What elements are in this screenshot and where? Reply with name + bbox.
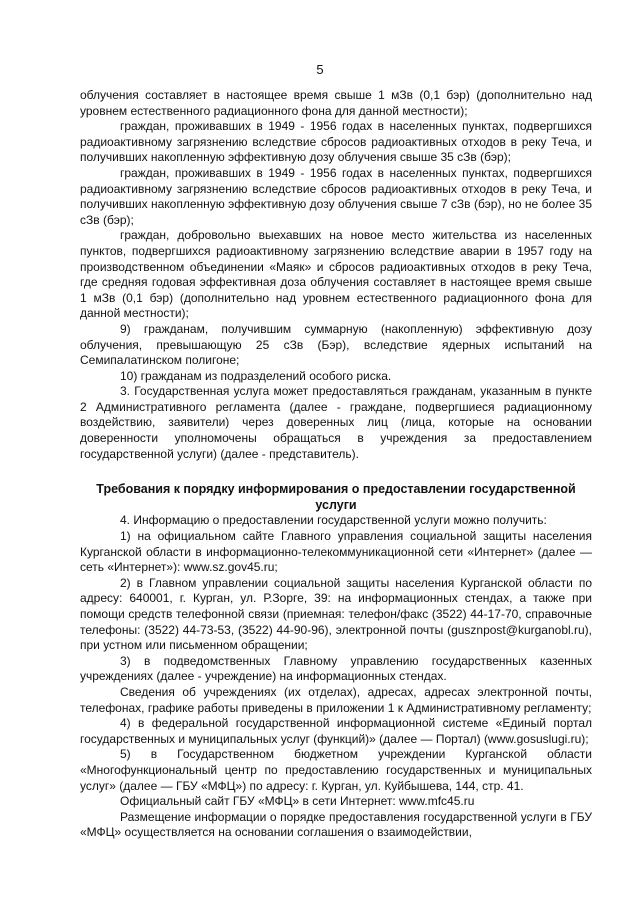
paragraph: 3) в подведомственных Главному управлению государственных казенных учреждениях (далее - учреждение) на информационных стендах. (80, 653, 592, 684)
paragraph: облучения составляет в настоящее время свыше 1 мЗв (0,1 бэр) (дополнительно над уровнем естественного радиационного фона для данной местности); (80, 88, 592, 118)
paragraph: 2) в Главном управлении социальной защиты населения Курганской области по адресу: 640001, г. Курган, ул. Р.Зорге, 39: на информационных стендах, а также при помощи средств телефонной связи (приемная: телефон/факс (3522) 44-17-70, справочные телефоны: (3522) 44-73-53, (3522) 44-90-96), электронной почты (gusznpost@kurganobl.ru), при устном или письменном обращении; (80, 575, 592, 653)
paragraph: Официальный сайт ГБУ «МФЦ» в сети Интернет: www.mfc45.ru (120, 794, 475, 809)
paragraph: граждан, проживавших в 1949 - 1956 годах в населенных пунктах, подвергшихся радиоактивному загрязнению вследствие сбросов радиоактивных отходов в реку Теча, и получивших накопленную эффективную дозу облучения свыше 35 сЗв (бэр); (80, 119, 592, 165)
paragraph: 1) на официальном сайте Главного управления социальной защиты населения Курганской области в информационно-телекоммуникационной сети «Интернет» (далее — сеть «Интернет»): www.sz.gov45.ru; (80, 529, 592, 575)
paragraph: 9) гражданам, получившим суммарную (накопленную) эффективную дозу облучения, превышающую 25 сЗв (Бэр), вследствие ядерных испытаний на Семипалатинском полигоне; (80, 321, 592, 368)
page-number: 5 (316, 62, 324, 77)
paragraphs-top (80, 88, 592, 462)
paragraph: 10) гражданам из подразделений особого риска. (120, 368, 392, 383)
paragraph: граждан, добровольно выехавших на новое место жительства из населенных пунктов, подвергшихся радиоактивному загрязнению вследствие аварии в 1957 году на производственном объединении «Маяк» и сбросов радиоактивных отходов в реку Теча, где средняя годовая эффективная доза облучения составляет в настоящее время свыше 1 мЗв (0,1 бэр) (дополнительно над уровнем естественного радиационного фона для данной местности); (80, 228, 592, 321)
paragraph: 4. Информацию о предоставлении государственной услуги можно получить: (120, 513, 547, 528)
paragraph: 5) в Государственном бюджетном учреждении Курганской области «Многофункциональный центр по предоставлению государственных и муниципальных услуг» (далее — ГБУ «МФЦ») по адресу: г. Курган, ул. Куйбышева, 144, стр. 41. (80, 747, 592, 793)
paragraph: граждан, проживавших в 1949 - 1956 годах в населенных пунктах, подвергшихся радиоактивному загрязнению вследствие сбросов радиоактивных отходов в реку Теча, и получивших накопленную эффективную дозу облучения свыше 7 сЗв (бэр), но не более 35 сЗв (бэр); (80, 165, 592, 227)
paragraphs-bottom (80, 513, 592, 840)
document-body (80, 88, 592, 841)
paragraph: 3. Государственная услуга может предоставляться гражданам, указанным в пункте 2 Административного регламента (далее - граждане, подвергшиеся радиационному воздействию, заявители) через доверенных лиц (лица, которые на основании доверенности уполномочены обращаться в учреждения за предоставлением государственной услуги) (далее - представитель). (80, 384, 592, 461)
paragraph: Сведения об учреждениях (их отделах), адресах, адресах электронной почты, телефонах, графике работы приведены в приложении 1 к Административному регламенту; (80, 684, 592, 715)
paragraph: 4) в федеральной государственной информационной системе «Единый портал государственных и муниципальных услуг (функций)» (далее — Портал) (www.gosuslugi.ru); (80, 716, 592, 746)
paragraph: Размещение информации о порядке предоставления государственной услуги в ГБУ «МФЦ» осуществляется на основании соглашения о взаимодействии, (80, 809, 592, 840)
section-heading: Требования к порядку информирования о предоставлении государственной услуги (96, 482, 576, 512)
